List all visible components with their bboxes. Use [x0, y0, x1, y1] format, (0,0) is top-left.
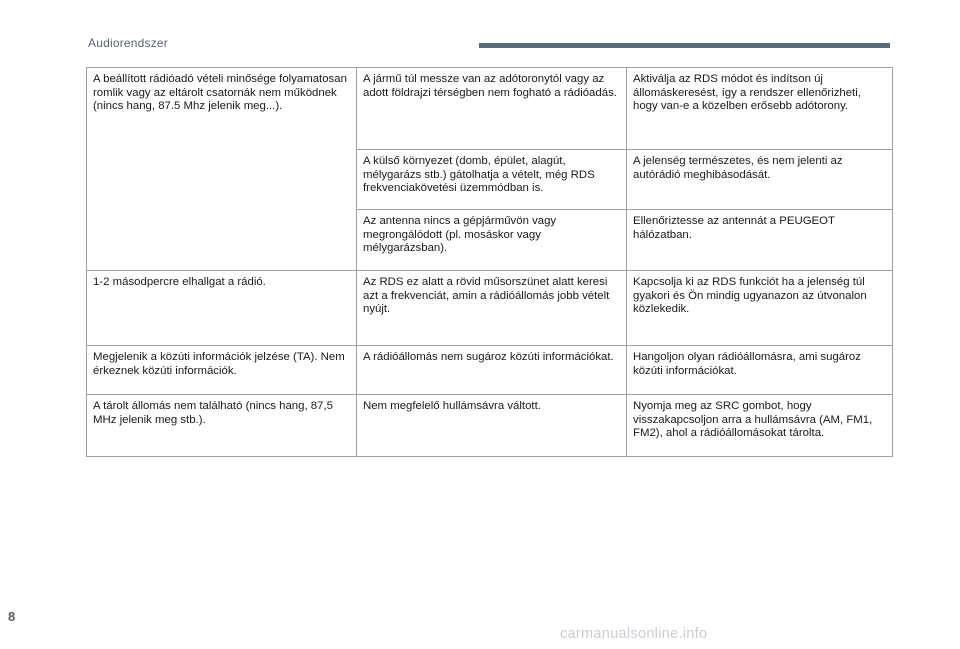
problem-cell: A tárolt állomás nem található (nincs hang, 87,5 MHz jelenik meg stb.).: [87, 395, 357, 457]
table-row: [87, 395, 893, 457]
solution-cell: Ellenőriztesse az antennát a PEUGEOT hálózatban.: [627, 210, 893, 271]
section-title: Audiorendszer: [88, 36, 168, 50]
solution-cell: Nyomja meg az SRC gombot, hogy visszakapcsoljon arra a hullámsávra (AM, FM1, FM2), ahol a rádióállomásokat tárolta.: [627, 395, 893, 457]
table-row: [87, 346, 893, 395]
cause-cell: Az RDS ez alatt a rövid műsorszünet alatt keresi azt a frekvenciát, amin a rádióállomás jobb vételt nyújt.: [357, 271, 627, 346]
troubleshooting-table: [86, 67, 893, 457]
cause-cell: Az antenna nincs a gépjárművön vagy megrongálódott (pl. mosáskor vagy mélygarázsban).: [357, 210, 627, 271]
cause-cell: A rádióállomás nem sugároz közúti információkat.: [357, 346, 627, 395]
problem-cell: 1-2 másodpercre elhallgat a rádió.: [87, 271, 357, 346]
cause-cell: A külső környezet (domb, épület, alagút, mélygarázs stb.) gátolhatja a vételt, még RDS frekvenciakövetési üzemmódban is.: [357, 150, 627, 210]
cause-cell: Nem megfelelő hullámsávra váltott.: [357, 395, 627, 457]
header-bar: [479, 43, 890, 48]
page-number: 8: [8, 609, 16, 624]
table-row: [87, 271, 893, 346]
solution-cell: Aktiválja az RDS módot és indítson új állomáskeresést, így a rendszer ellenőrizheti, hogy van-e a közelben erősebb adótorony.: [627, 68, 893, 150]
solution-cell: A jelenség természetes, és nem jelenti az autórádió meghibásodását.: [627, 150, 893, 210]
watermark-text: carmanualsonline.info: [560, 626, 708, 642]
solution-cell: Hangoljon olyan rádióállomásra, ami sugároz közúti információkat.: [627, 346, 893, 395]
cause-cell: A jármű túl messze van az adótoronytól vagy az adott földrajzi térségben nem fogható a rádióadás.: [357, 68, 627, 150]
table-row: [87, 68, 893, 150]
problem-cell: Megjelenik a közúti információk jelzése (TA). Nem érkeznek közúti információk.: [87, 346, 357, 395]
problem-cell: A beállított rádióadó vételi minősége folyamatosan romlik vagy az eltárolt csatornák nem működnek (nincs hang, 87.5 Mhz jelenik meg...).: [87, 68, 357, 271]
solution-cell: Kapcsolja ki az RDS funkciót ha a jelenség túl gyakori és Ön mindig ugyanazon az útvonalon közlekedik.: [627, 271, 893, 346]
